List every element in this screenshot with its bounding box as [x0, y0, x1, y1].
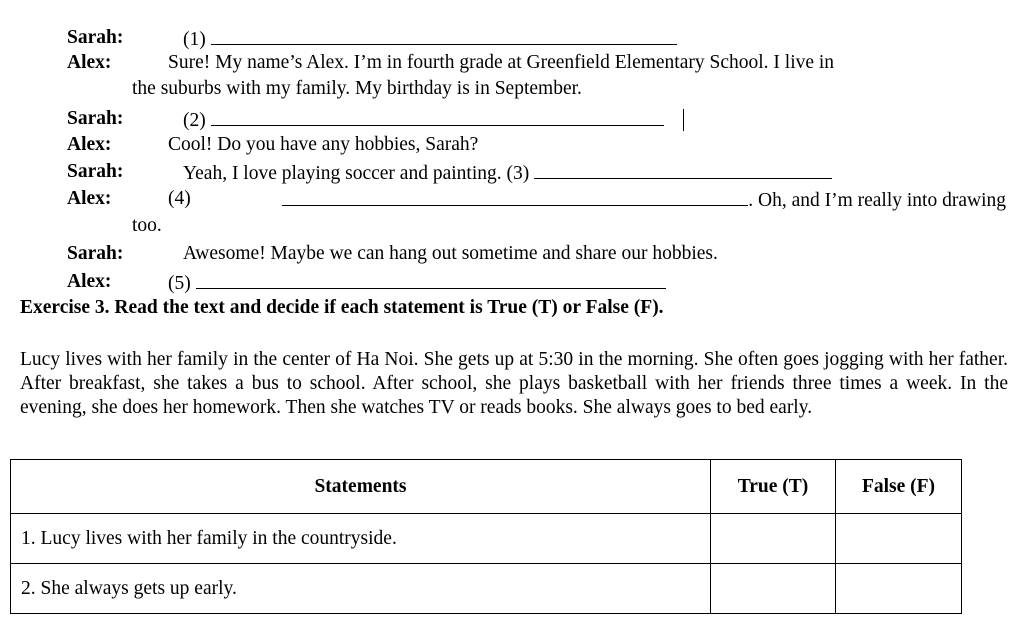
table-row [11, 514, 962, 564]
speaker-alex: Alex: [67, 271, 112, 292]
true-answer-cell[interactable] [711, 514, 836, 564]
column-header-statements: Statements [11, 460, 711, 514]
answer-blank-1[interactable] [211, 26, 677, 45]
exercise-title: Exercise 3. Read the text and decide if each statement is True (T) or False (F). [20, 297, 664, 318]
blank-number [183, 107, 664, 133]
blank-label-4: (4) [168, 188, 191, 209]
answer-blank-2[interactable] [211, 107, 664, 126]
dialogue-text [183, 160, 832, 186]
text-cursor [683, 109, 684, 131]
speaker-sarah: Sarah: [67, 243, 124, 264]
speaker-sarah: Sarah: [67, 108, 124, 129]
answer-blank-4[interactable] [282, 187, 748, 206]
dialogue-text [168, 187, 1006, 213]
answer-blank-5[interactable] [196, 270, 666, 289]
column-header-true: True (T) [711, 460, 836, 514]
true-false-table [10, 459, 962, 614]
speaker-sarah: Sarah: [67, 27, 124, 48]
dialogue-text: Cool! Do you have any hobbies, Sarah? [168, 134, 479, 155]
reading-passage: Lucy lives with her family in the center of Ha Noi. She gets up at 5:30 in the morning. She often goes jogging with her father. After breakfast, she takes a bus to school. After school, she plays basketball with her friends three times a week. In the evening, she does her homework. Then she watches TV or reads books. She always goes to bed early. [20, 349, 1008, 418]
speaker-alex: Alex: [67, 52, 112, 73]
dialogue-line-text: . Oh, and I’m really into drawing [748, 190, 1006, 211]
false-answer-cell[interactable] [836, 564, 962, 614]
true-answer-cell[interactable] [711, 564, 836, 614]
table-header-row [11, 460, 962, 514]
blank-number [168, 270, 666, 296]
answer-blank-3[interactable] [534, 160, 832, 179]
speaker-alex: Alex: [67, 134, 112, 155]
statement-cell: 1. Lucy lives with her family in the countryside. [11, 514, 711, 564]
dialogue-text-continued: too. [132, 215, 162, 236]
table-row [11, 564, 962, 614]
blank-label-5: (5) [168, 273, 191, 294]
dialogue-text-continued: the suburbs with my family. My birthday is in September. [132, 78, 582, 99]
dialogue-line-text: Yeah, I love playing soccer and painting. (3) [183, 163, 530, 184]
blank-label-2: (2) [183, 110, 206, 131]
column-header-false: False (F) [836, 460, 962, 514]
blank-number [183, 26, 677, 52]
blank-label-1: (1) [183, 29, 206, 50]
dialogue-text: Sure! My name’s Alex. I’m in fourth grade at Greenfield Elementary School. I live in [168, 52, 835, 73]
speaker-sarah: Sarah: [67, 161, 124, 182]
speaker-alex: Alex: [67, 188, 112, 209]
dialogue-text: Awesome! Maybe we can hang out sometime and share our hobbies. [183, 243, 718, 264]
false-answer-cell[interactable] [836, 514, 962, 564]
statement-cell: 2. She always gets up early. [11, 564, 711, 614]
